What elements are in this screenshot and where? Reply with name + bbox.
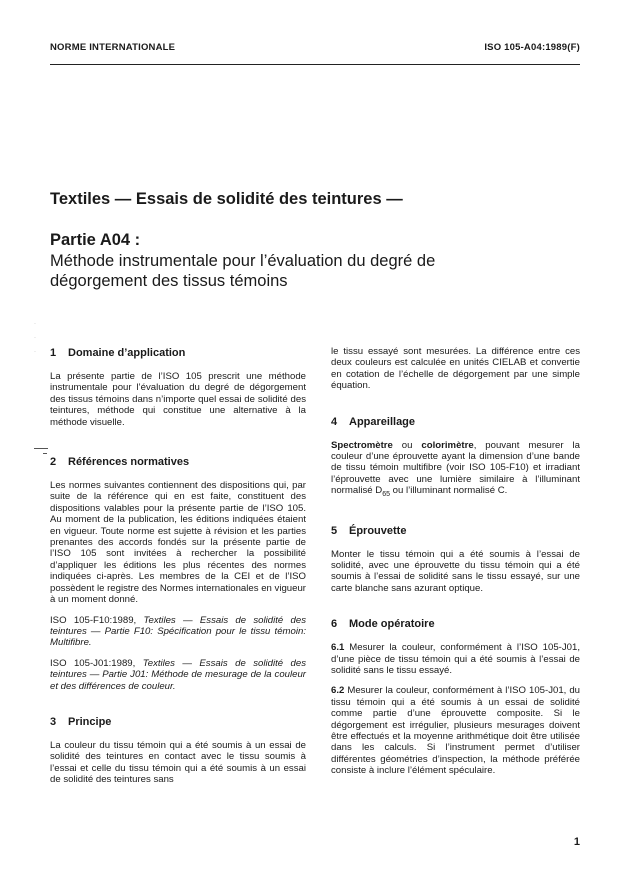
document-title: Textiles — Essais de solidité des teintures — xyxy=(50,190,403,208)
apparatus-text-end: ou l’illuminant normalisé C. xyxy=(389,485,508,497)
specimen-paragraph: Monter le tissu témoin qui a été soumis à l’essai de solidité, avec une éprouvette du tissu témoin qui a été soumis à l’essai de solidité sans le tissu essayé, sur une carte blanche sans azurant optique. xyxy=(331,548,580,594)
principle-paragraph: La couleur du tissu témoin qui a été soumis à un essai de solidité des teintures en contact avec le tissu soumis à l’essai et celle du tissu témoin qui a été soumis à un essai de solidité des teintures sans xyxy=(50,739,306,786)
reference-j01 xyxy=(50,658,306,692)
section-title: Références normatives xyxy=(68,456,190,469)
section-number: 4 xyxy=(331,415,338,428)
clause-number: 6.1 xyxy=(331,642,345,654)
references-paragraph: Les normes suivantes contiennent des dispositions qui, par suite de la référence qui en est faite, constituent des dispositions valables pour la présente partie de l’ISO 105. Au moment de la publication, les éditions indiquées étaient en vigueur. Toute norme est sujette à révision et les parties prenantes des accords fondés sur la présente partie de l’ISO 105 sont invitées à rechercher la possibilité d’appliquer les éditions les plus récentes des normes indiquées ci-après. Les membres de la CEI et de l’ISO possèdent le registre des Normes internationales en vigueur à un moment donné. xyxy=(50,480,306,606)
clause-text: Mesurer la couleur, conformément à l’ISO 105-J01, d’une pièce de tissu témoin qui a été soumis à l’essai de solidité sans le tissu essayé. xyxy=(331,642,580,676)
header-standard-type: NORME INTERNATIONALE xyxy=(50,42,176,53)
section-heading-scope xyxy=(50,346,306,360)
clause-number: 6.2 xyxy=(331,685,345,697)
section-number: 6 xyxy=(331,618,338,631)
margin-dash xyxy=(34,448,48,449)
section-number: 5 xyxy=(331,524,338,537)
section-title: Domaine d’application xyxy=(68,347,186,359)
procedure-step-1 xyxy=(331,642,580,676)
margin-marks: · · · xyxy=(34,321,36,355)
page-number: 1 xyxy=(573,836,580,848)
section-number: 2 xyxy=(50,456,57,469)
margin-dash-small xyxy=(43,453,47,454)
section-title: Mode opératoire xyxy=(349,618,435,631)
header-standard-number: ISO 105-A04:1989(F) xyxy=(484,42,580,53)
reference-title: Textiles — Essais de solidité des teintures — Partie F10: Spécification pour le tissu témoin: Multifibre. xyxy=(50,614,306,649)
section-heading-principle xyxy=(50,715,306,729)
part-subtitle: Méthode instrumentale pour l’évaluation du degré de dégorgement des tissus témoins xyxy=(50,252,436,290)
apparatus-text: , pouvant mesurer la couleur d’une éprouvette ayant la dimension d’une bande de tissu témoin multifibre (voir ISO 105-F10) et irradiant l’éprouvette avec une lumière similaire à l’illuminant normalisé D xyxy=(331,439,580,497)
section-heading-apparatus xyxy=(331,415,580,429)
conjunction: ou xyxy=(392,439,422,451)
part-title: Partie A04 : xyxy=(50,231,141,249)
scope-paragraph: La présente partie de l’ISO 105 prescrit une méthode instrumentale pour l’évaluation du degré de dégorgement des tissus témoins dans n’importe quel essai de solidité des teintures, méthode qui constitue une alternative à la méthode visuelle. xyxy=(50,371,306,428)
reference-code: ISO 105-F10:1989, xyxy=(50,614,137,626)
reference-f10 xyxy=(50,615,306,649)
section-title: Éprouvette xyxy=(349,524,407,537)
clause-text: Mesurer la couleur, conformément à l’ISO 105-J01, du tissu témoin qui a été soumis à un essai de solidité comme partie d’une éprouvette composite. Si le dégorgement est irrégulier, plusieurs mesurages doivent être effectués et la moyenne arithmétique doit être utilisée dans les calculs. Si l’instrument permet d’utiliser différentes géométries d’inspection, la méthode préférée consiste à inclure l’élément spéculaire. xyxy=(331,685,580,777)
illuminant-subscript: 65 xyxy=(382,491,390,499)
apparatus-paragraph xyxy=(331,440,580,501)
right-column xyxy=(331,346,580,786)
section-heading-procedure xyxy=(331,617,580,631)
reference-code: ISO 105-J01:1989, xyxy=(50,657,136,669)
section-title: Principe xyxy=(68,715,112,728)
colorimeter-term: colorimètre xyxy=(421,439,474,451)
section-number: 1 xyxy=(50,347,57,359)
header-rule xyxy=(50,64,580,65)
principle-paragraph-continued: le tissu essayé sont mesurées. La différence entre ces deux couleurs est calculée en unités CIELAB et convertie en cotation de l’échelle de dégorgement par une simple équation. xyxy=(331,346,580,392)
section-title: Appareillage xyxy=(349,415,416,428)
left-column xyxy=(50,346,306,795)
procedure-step-2 xyxy=(331,685,580,776)
spectrometer-term: Spectromètre xyxy=(331,439,393,451)
section-number: 3 xyxy=(50,715,57,728)
reference-title: Textiles — Essais de solidité des teintures — Partie J01: Méthode de mesurage de la couleur et des différences de couleur. xyxy=(50,657,306,692)
section-heading-specimen xyxy=(331,524,580,538)
section-heading-references xyxy=(50,455,306,469)
